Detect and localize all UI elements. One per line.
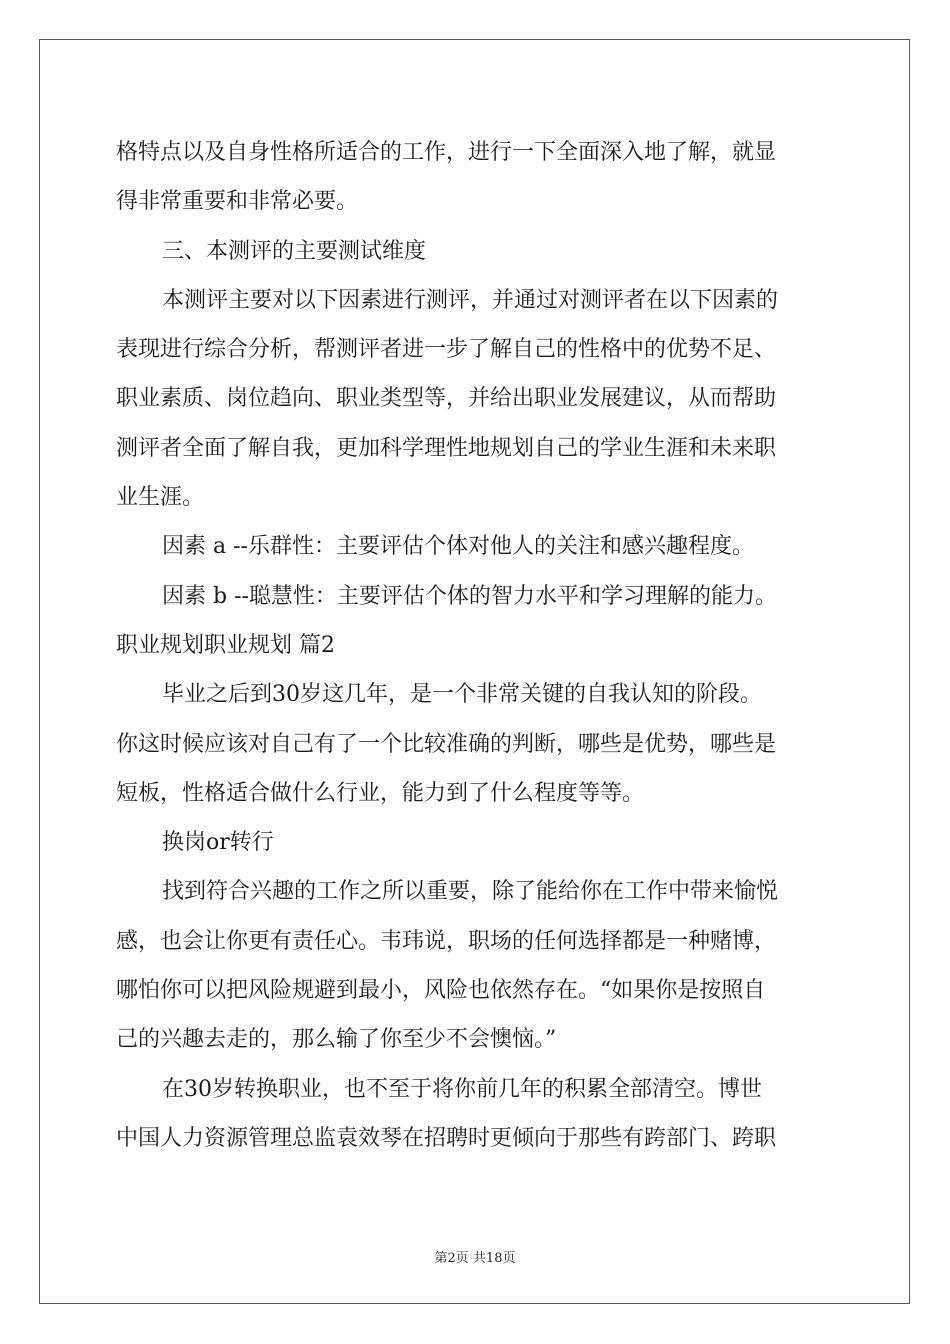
section-heading: 三、本测评的主要测试维度 xyxy=(162,238,427,264)
text-line: 格特点以及自身性格所适合的工作，进行一下全面深入地了解，就显 xyxy=(116,140,777,165)
page-number-footer: 第2页 共18页 xyxy=(434,1251,516,1266)
text-line: 因素 b --聪慧性：主要评估个体的智力水平和学习理解的能力。 xyxy=(162,583,777,609)
text-line: 本测评主要对以下因素进行测评，并通过对测评者在以下因素的 xyxy=(162,287,779,313)
text-line: 找到符合兴趣的工作之所以重要，除了能给你在工作中带来愉悦 xyxy=(162,879,779,905)
text-line: 己的兴趣去走的，那么输了你至少不会懊恼。” xyxy=(116,1027,557,1053)
section-heading: 换岗or转行 xyxy=(162,830,274,856)
text-line: 感，也会让你更有责任心。韦玮说，职场的任何选择都是一种赌博， xyxy=(116,928,777,954)
text-line: 短板，性格适合做什么行业，能力到了什么程度等等。 xyxy=(116,780,645,806)
text-line: 测评者全面了解自我，更加科学理性地规划自己的学业生涯和未来职 xyxy=(116,435,777,461)
text-line: 在30岁转换职业，也不至于将你前几年的积累全部清空。博世 xyxy=(162,1076,762,1102)
text-line: 中国人力资源管理总监袁效琴在招聘时更倾向于那些有跨部门、跨职 xyxy=(116,1125,777,1151)
text-line: 因素 a --乐群性：主要评估个体对他人的关注和感兴趣程度。 xyxy=(162,534,754,560)
text-line: 你这时候应该对自己有了一个比较准确的判断，哪些是优势，哪些是 xyxy=(116,731,777,757)
text-line: 得非常重要和非常必要。 xyxy=(116,189,359,215)
text-line: 毕业之后到30岁这几年，是一个非常关键的自我认知的阶段。 xyxy=(162,682,762,708)
text-line: 职业素质、岗位趋向、职业类型等，并给出职业发展建议，从而帮助 xyxy=(116,386,777,412)
text-line: 哪怕你可以把风险规避到最小，风险也依然存在。“如果你是按照自 xyxy=(116,978,766,1004)
document-body xyxy=(116,128,836,1163)
text-line: 表现进行综合分析，帮测评者进一步了解自己的性格中的优势不足、 xyxy=(116,337,777,363)
article-title: 职业规划职业规划 篇2 xyxy=(116,632,335,658)
text-line: 业生涯。 xyxy=(116,485,205,511)
